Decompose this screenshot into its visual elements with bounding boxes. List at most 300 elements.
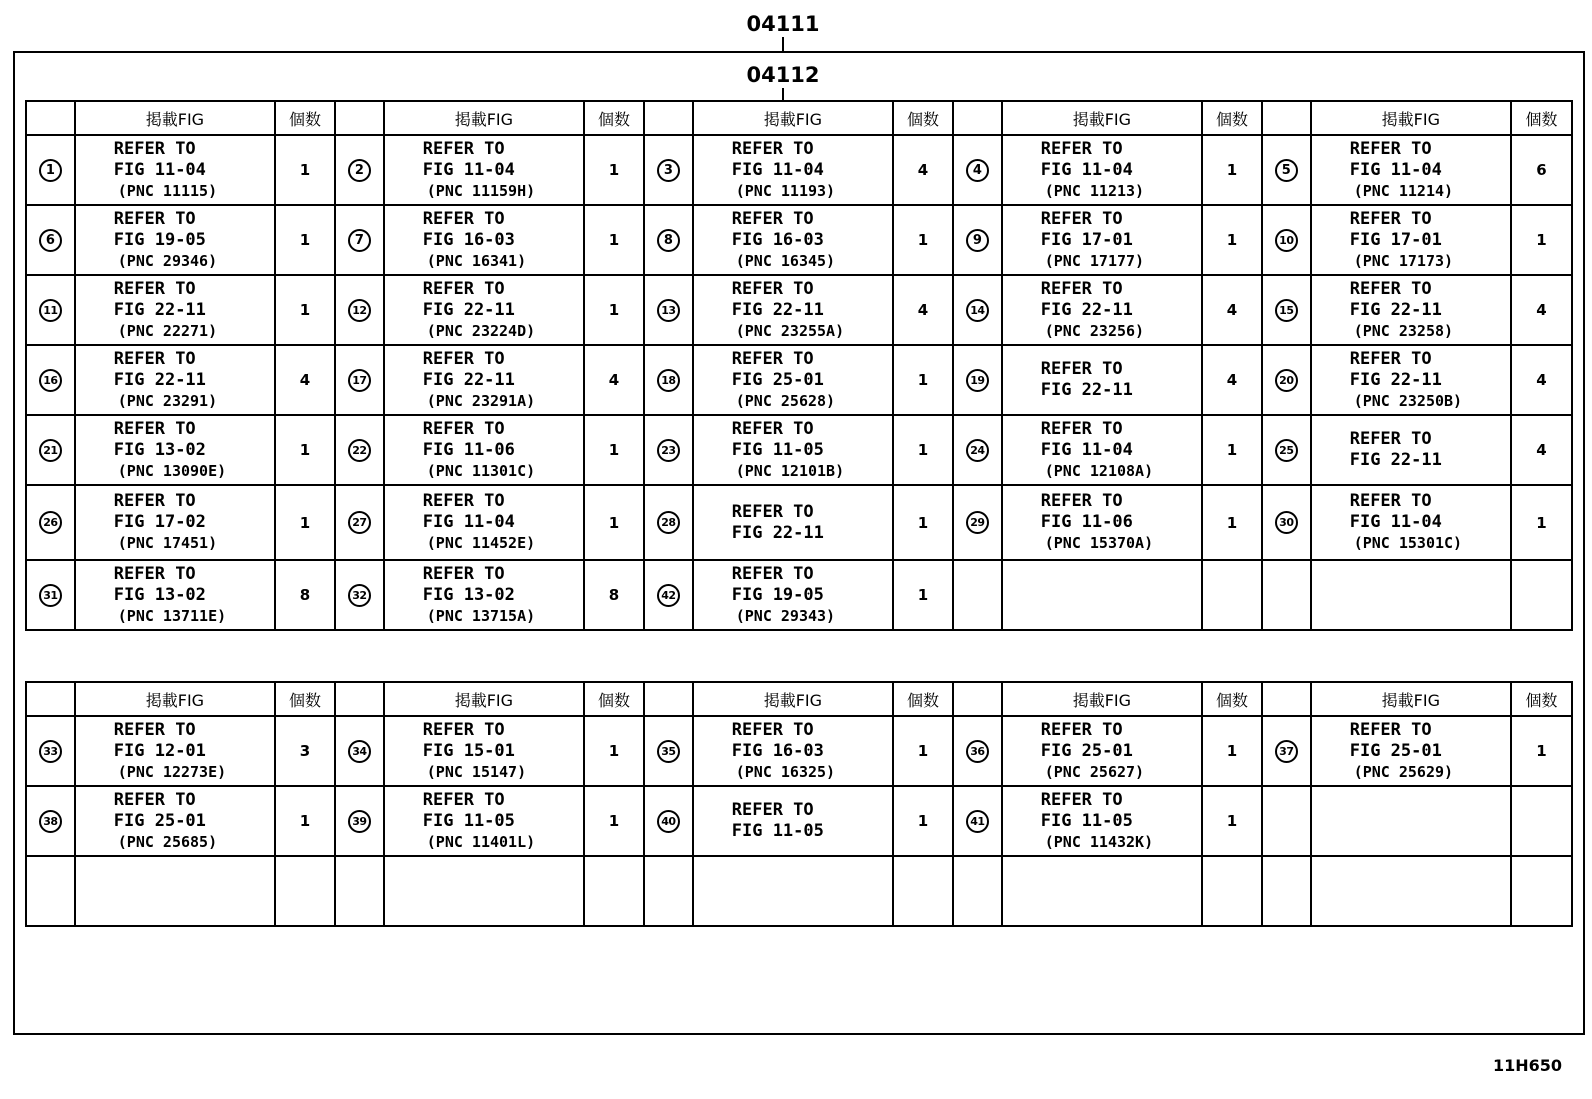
reference-cell [1311,856,1511,926]
header-fig: 掲載FIG [75,101,275,135]
quantity-value: 1 [608,812,620,830]
pnc-code: (PNC 23291A) [426,391,536,410]
header-num-cell [335,682,384,716]
refer-to-text: REFER TO [731,278,814,299]
item-number-cell [644,560,693,630]
reference-cell [384,415,584,485]
quantity-value: 4 [1536,301,1547,319]
item-number-cell [1262,786,1311,856]
refer-to-text: REFER TO [1349,138,1432,159]
reference-cell [75,205,275,275]
reference-cell [1311,275,1511,345]
reference-cell [1311,415,1511,485]
item-number-cell [335,485,384,560]
header-fig: 掲載FIG [693,682,893,716]
reference-cell [693,786,893,856]
fig-reference: FIG 25-01 [1349,740,1442,761]
fig-reference: FIG 11-05 [731,821,824,841]
reference-cell [1002,135,1202,205]
item-number-cell [644,716,693,786]
fig-reference: FIG 16-03 [731,229,824,250]
table-row [26,485,1572,560]
reference-cell [1002,716,1202,786]
quantity-value: 4 [1536,441,1547,459]
fig-reference: FIG 22-11 [1040,380,1133,400]
item-number-cell [953,275,1002,345]
item-number-badge: 17 [348,369,371,392]
pnc-code: (PNC 16345) [735,251,836,270]
quantity-value: 1 [1536,742,1547,760]
refer-to-text: REFER TO [731,719,814,740]
item-number-badge: 19 [966,369,989,392]
pnc-code: (PNC 12273E) [117,762,227,781]
reference-cell [693,275,893,345]
quantity-cell [275,786,335,856]
reference-cell [384,716,584,786]
fig-reference: FIG 22-11 [422,299,515,320]
item-number-cell [26,275,75,345]
pnc-code: (PNC 13715A) [426,606,536,625]
header-fig: 掲載FIG [75,682,275,716]
refer-to-text: REFER TO [731,800,814,820]
pnc-code: (PNC 25629) [1353,762,1454,781]
header-qty: 個数 [584,682,644,716]
item-number-badge: 12 [348,299,371,322]
pnc-code: (PNC 11193) [735,181,836,200]
header-num-cell [953,682,1002,716]
header-qty: 個数 [275,682,335,716]
refer-to-text: REFER TO [113,789,196,810]
pnc-code: (PNC 11401L) [426,832,536,851]
quantity-cell [1202,135,1262,205]
quantity-value: 1 [608,301,620,319]
table-row [26,560,1572,630]
item-number-cell [1262,135,1311,205]
item-number-badge: 18 [657,369,680,392]
reference-cell [693,135,893,205]
quantity-value: 1 [608,742,620,760]
reference-cell [75,856,275,926]
item-number-cell [953,345,1002,415]
outer-code-leader [782,37,784,51]
pnc-code: (PNC 25628) [735,391,836,410]
quantity-cell [584,275,644,345]
item-number-badge: 24 [966,439,989,462]
pnc-code: (PNC 11432K) [1044,832,1154,851]
reference-cell [384,786,584,856]
reference-cell [75,716,275,786]
fig-reference: FIG 22-11 [113,369,206,390]
quantity-cell [1202,275,1262,345]
item-number-cell [1262,345,1311,415]
fig-reference: FIG 25-01 [113,810,206,831]
fig-reference: FIG 22-11 [1349,299,1442,320]
header-qty: 個数 [1202,682,1262,716]
table-row [26,856,1572,926]
refer-to-text: REFER TO [1040,491,1123,511]
refer-to-text: REFER TO [422,348,505,369]
refer-to-text: REFER TO [422,491,505,511]
reference-cell [384,856,584,926]
pnc-code: (PNC 15301C) [1353,534,1463,552]
item-number-cell [26,856,75,926]
quantity-cell [1202,786,1262,856]
pnc-code: (PNC 17451) [117,534,218,552]
header-row [26,682,1572,716]
reference-cell [693,560,893,630]
reference-cell [693,856,893,926]
item-number-badge: 13 [657,299,680,322]
fig-reference: FIG 22-11 [113,299,206,320]
reference-cell [1311,205,1511,275]
reference-cell [384,205,584,275]
quantity-value: 1 [917,812,929,830]
quantity-cell [1202,205,1262,275]
item-number-cell [26,415,75,485]
fig-reference: FIG 17-01 [1349,229,1442,250]
item-number-badge: 22 [348,439,371,462]
refer-to-text: REFER TO [1040,418,1123,439]
item-number-cell [644,345,693,415]
fig-reference: FIG 22-11 [1040,299,1133,320]
quantity-cell [584,345,644,415]
reference-cell [1311,345,1511,415]
reference-cell [384,345,584,415]
quantity-value: 1 [299,513,311,532]
quantity-value: 1 [917,371,929,389]
pnc-code: (PNC 25627) [1044,762,1145,781]
inner-code-label: 04112 [746,63,820,87]
pnc-code: (PNC 16325) [735,762,836,781]
refer-to-text: REFER TO [113,348,196,369]
fig-reference: FIG 25-01 [731,369,824,390]
quantity-cell [584,205,644,275]
quantity-cell [1511,275,1572,345]
quantity-value: 4 [1226,371,1238,389]
pnc-code: (PNC 11301C) [426,461,536,480]
reference-cell [384,135,584,205]
item-number-badge: 42 [657,584,680,607]
reference-cell [75,560,275,630]
reference-cell [1002,275,1202,345]
header-num-cell [644,682,693,716]
table-row [26,135,1572,205]
header-qty: 個数 [1202,101,1262,135]
quantity-cell [1511,135,1572,205]
reference-cell [693,205,893,275]
pnc-code: (PNC 23258) [1353,321,1454,340]
header-qty: 個数 [893,101,953,135]
reference-cell [693,716,893,786]
header-fig: 掲載FIG [1311,682,1511,716]
quantity-cell [275,485,335,560]
quantity-value: 1 [917,586,929,604]
fig-reference: FIG 15-01 [422,740,515,761]
item-number-badge: 32 [348,584,371,607]
reference-cell [693,345,893,415]
item-number-cell [644,205,693,275]
quantity-cell [1511,716,1572,786]
refer-to-text: REFER TO [1349,429,1432,449]
quantity-value: 1 [1226,231,1238,249]
fig-reference: FIG 11-05 [1040,810,1133,831]
header-fig: 掲載FIG [693,101,893,135]
header-row [26,101,1572,135]
table-row [26,205,1572,275]
item-number-cell [335,856,384,926]
item-number-cell [1262,415,1311,485]
item-number-badge: 25 [1275,439,1298,462]
quantity-value: 3 [299,742,311,760]
refer-to-text: REFER TO [1040,138,1123,159]
item-number-badge: 6 [39,229,62,252]
pnc-code: (PNC 12108A) [1044,461,1154,480]
header-qty: 個数 [1511,101,1572,135]
item-number-cell [26,560,75,630]
pnc-code: (PNC 23250B) [1353,391,1463,410]
reference-cell [1002,485,1202,560]
pnc-code: (PNC 23224D) [426,321,536,340]
quantity-value: 1 [1226,812,1238,830]
reference-cell [1002,856,1202,926]
quantity-value: 1 [608,441,620,459]
pnc-code: (PNC 16341) [426,251,527,270]
item-number-badge: 26 [39,511,62,534]
quantity-value: 1 [299,441,311,459]
fig-reference: FIG 19-05 [731,584,824,605]
refer-to-text: REFER TO [1040,208,1123,229]
item-number-badge: 16 [39,369,62,392]
item-number-cell [1262,716,1311,786]
item-number-cell [953,856,1002,926]
refer-to-text: REFER TO [1349,208,1432,229]
header-num-cell [335,101,384,135]
quantity-cell [275,716,335,786]
quantity-value: 1 [299,231,311,249]
fig-reference: FIG 11-05 [422,810,515,831]
refer-to-text: REFER TO [731,208,814,229]
quantity-cell [584,856,644,926]
quantity-cell [893,135,953,205]
item-number-badge: 37 [1275,740,1298,763]
item-number-cell [953,485,1002,560]
header-num-cell [1262,682,1311,716]
quantity-cell [584,560,644,630]
item-number-badge: 35 [657,740,680,763]
item-number-cell [26,485,75,560]
item-number-cell [953,205,1002,275]
quantity-cell [893,786,953,856]
item-number-cell [1262,205,1311,275]
quantity-cell [1511,786,1572,856]
quantity-value: 4 [917,301,929,319]
item-number-cell [1262,856,1311,926]
item-number-cell [335,786,384,856]
pnc-code: (PNC 11115) [117,181,218,200]
fig-reference: FIG 11-04 [1040,439,1133,460]
fig-reference: FIG 16-03 [422,229,515,250]
reference-cell [75,135,275,205]
refer-to-text: REFER TO [731,138,814,159]
header-num-cell [1262,101,1311,135]
reference-cell [1002,786,1202,856]
reference-cell [1002,205,1202,275]
refer-to-text: REFER TO [422,563,505,584]
item-number-badge: 3 [657,159,680,182]
item-number-cell [26,205,75,275]
table-row [26,786,1572,856]
refer-to-text: REFER TO [1040,789,1123,810]
table-row [26,275,1572,345]
item-number-badge: 4 [966,159,989,182]
item-number-cell [26,135,75,205]
refer-to-text: REFER TO [1349,348,1432,369]
pnc-code: (PNC 25685) [117,832,218,851]
reference-cell [1311,485,1511,560]
refer-to-text: REFER TO [422,138,505,159]
quantity-cell [275,345,335,415]
pnc-code: (PNC 23291) [117,391,218,410]
quantity-cell [1202,415,1262,485]
item-number-badge: 41 [966,810,989,833]
refer-to-text: REFER TO [422,208,505,229]
quantity-value: 1 [1226,742,1238,760]
refer-to-text: REFER TO [731,563,814,584]
quantity-cell [1511,415,1572,485]
item-number-cell [335,415,384,485]
pnc-code: (PNC 12101B) [735,461,845,480]
quantity-value: 8 [608,586,620,604]
header-qty: 個数 [584,101,644,135]
quantity-cell [275,856,335,926]
fig-reference: FIG 22-11 [731,299,824,320]
pnc-code: (PNC 11159H) [426,181,536,200]
quantity-cell [275,205,335,275]
fig-reference: FIG 13-02 [113,584,206,605]
quantity-cell [584,135,644,205]
fig-reference: FIG 17-02 [113,512,206,532]
header-qty: 個数 [275,101,335,135]
item-number-badge: 11 [39,299,62,322]
header-num-cell [644,101,693,135]
quantity-value: 1 [917,441,929,459]
fig-reference: FIG 12-01 [113,740,206,761]
refer-to-text: REFER TO [113,418,196,439]
pnc-code: (PNC 11214) [1353,181,1454,200]
item-number-cell [644,786,693,856]
bottom-parts-table [25,681,1573,927]
reference-cell [75,275,275,345]
item-number-cell [953,415,1002,485]
reference-cell [384,275,584,345]
refer-to-text: REFER TO [731,418,814,439]
reference-cell [75,786,275,856]
quantity-cell [893,716,953,786]
quantity-value: 4 [917,161,929,179]
refer-to-text: REFER TO [113,278,196,299]
refer-to-text: REFER TO [113,719,196,740]
header-num-cell [26,101,75,135]
reference-cell [1311,716,1511,786]
item-number-badge: 10 [1275,229,1298,252]
item-number-cell [335,275,384,345]
refer-to-text: REFER TO [1040,278,1123,299]
table-row [26,716,1572,786]
reference-cell [1002,345,1202,415]
item-number-badge: 29 [966,511,989,534]
quantity-value: 4 [1536,371,1547,389]
fig-reference: FIG 11-04 [422,159,515,180]
item-number-badge: 7 [348,229,371,252]
pnc-code: (PNC 11213) [1044,181,1145,200]
outer-code-label: 04111 [746,12,820,36]
fig-reference: FIG 13-02 [422,584,515,605]
quantity-cell [275,560,335,630]
item-number-badge: 27 [348,511,371,534]
refer-to-text: REFER TO [422,719,505,740]
reference-cell [384,485,584,560]
item-number-badge: 14 [966,299,989,322]
item-number-badge: 23 [657,439,680,462]
item-number-cell [26,716,75,786]
refer-to-text: REFER TO [1349,719,1432,740]
refer-to-text: REFER TO [1349,491,1432,511]
item-number-cell [335,345,384,415]
quantity-cell [893,345,953,415]
header-fig: 掲載FIG [1311,101,1511,135]
reference-cell [75,415,275,485]
fig-reference: FIG 22-11 [422,369,515,390]
quantity-value: 8 [299,586,311,604]
quantity-cell [1202,345,1262,415]
quantity-value: 1 [299,301,311,319]
quantity-value: 4 [1226,301,1238,319]
pnc-code: (PNC 17177) [1044,251,1145,270]
reference-cell [693,415,893,485]
item-number-cell [953,716,1002,786]
quantity-cell [1202,485,1262,560]
refer-to-text: REFER TO [422,418,505,439]
quantity-value: 6 [1536,161,1547,179]
refer-to-text: REFER TO [113,491,196,511]
table-row [26,415,1572,485]
quantity-cell [893,856,953,926]
quantity-value: 4 [299,371,311,389]
item-number-cell [335,205,384,275]
pnc-code: (PNC 15147) [426,762,527,781]
item-number-cell [335,135,384,205]
item-number-cell [1262,485,1311,560]
item-number-badge: 8 [657,229,680,252]
pnc-code: (PNC 15370A) [1044,534,1154,552]
pnc-code: (PNC 22271) [117,321,218,340]
quantity-cell [1202,716,1262,786]
item-number-cell [644,415,693,485]
item-number-badge: 30 [1275,511,1298,534]
fig-reference: FIG 25-01 [1040,740,1133,761]
item-number-cell [953,135,1002,205]
quantity-cell [893,275,953,345]
quantity-cell [1511,856,1572,926]
quantity-cell [1511,485,1572,560]
header-num-cell [26,682,75,716]
item-number-cell [26,786,75,856]
quantity-cell [893,205,953,275]
top-parts-table [25,100,1573,631]
header-fig: 掲載FIG [384,101,584,135]
reference-cell [1311,560,1511,630]
quantity-value: 1 [1226,161,1238,179]
